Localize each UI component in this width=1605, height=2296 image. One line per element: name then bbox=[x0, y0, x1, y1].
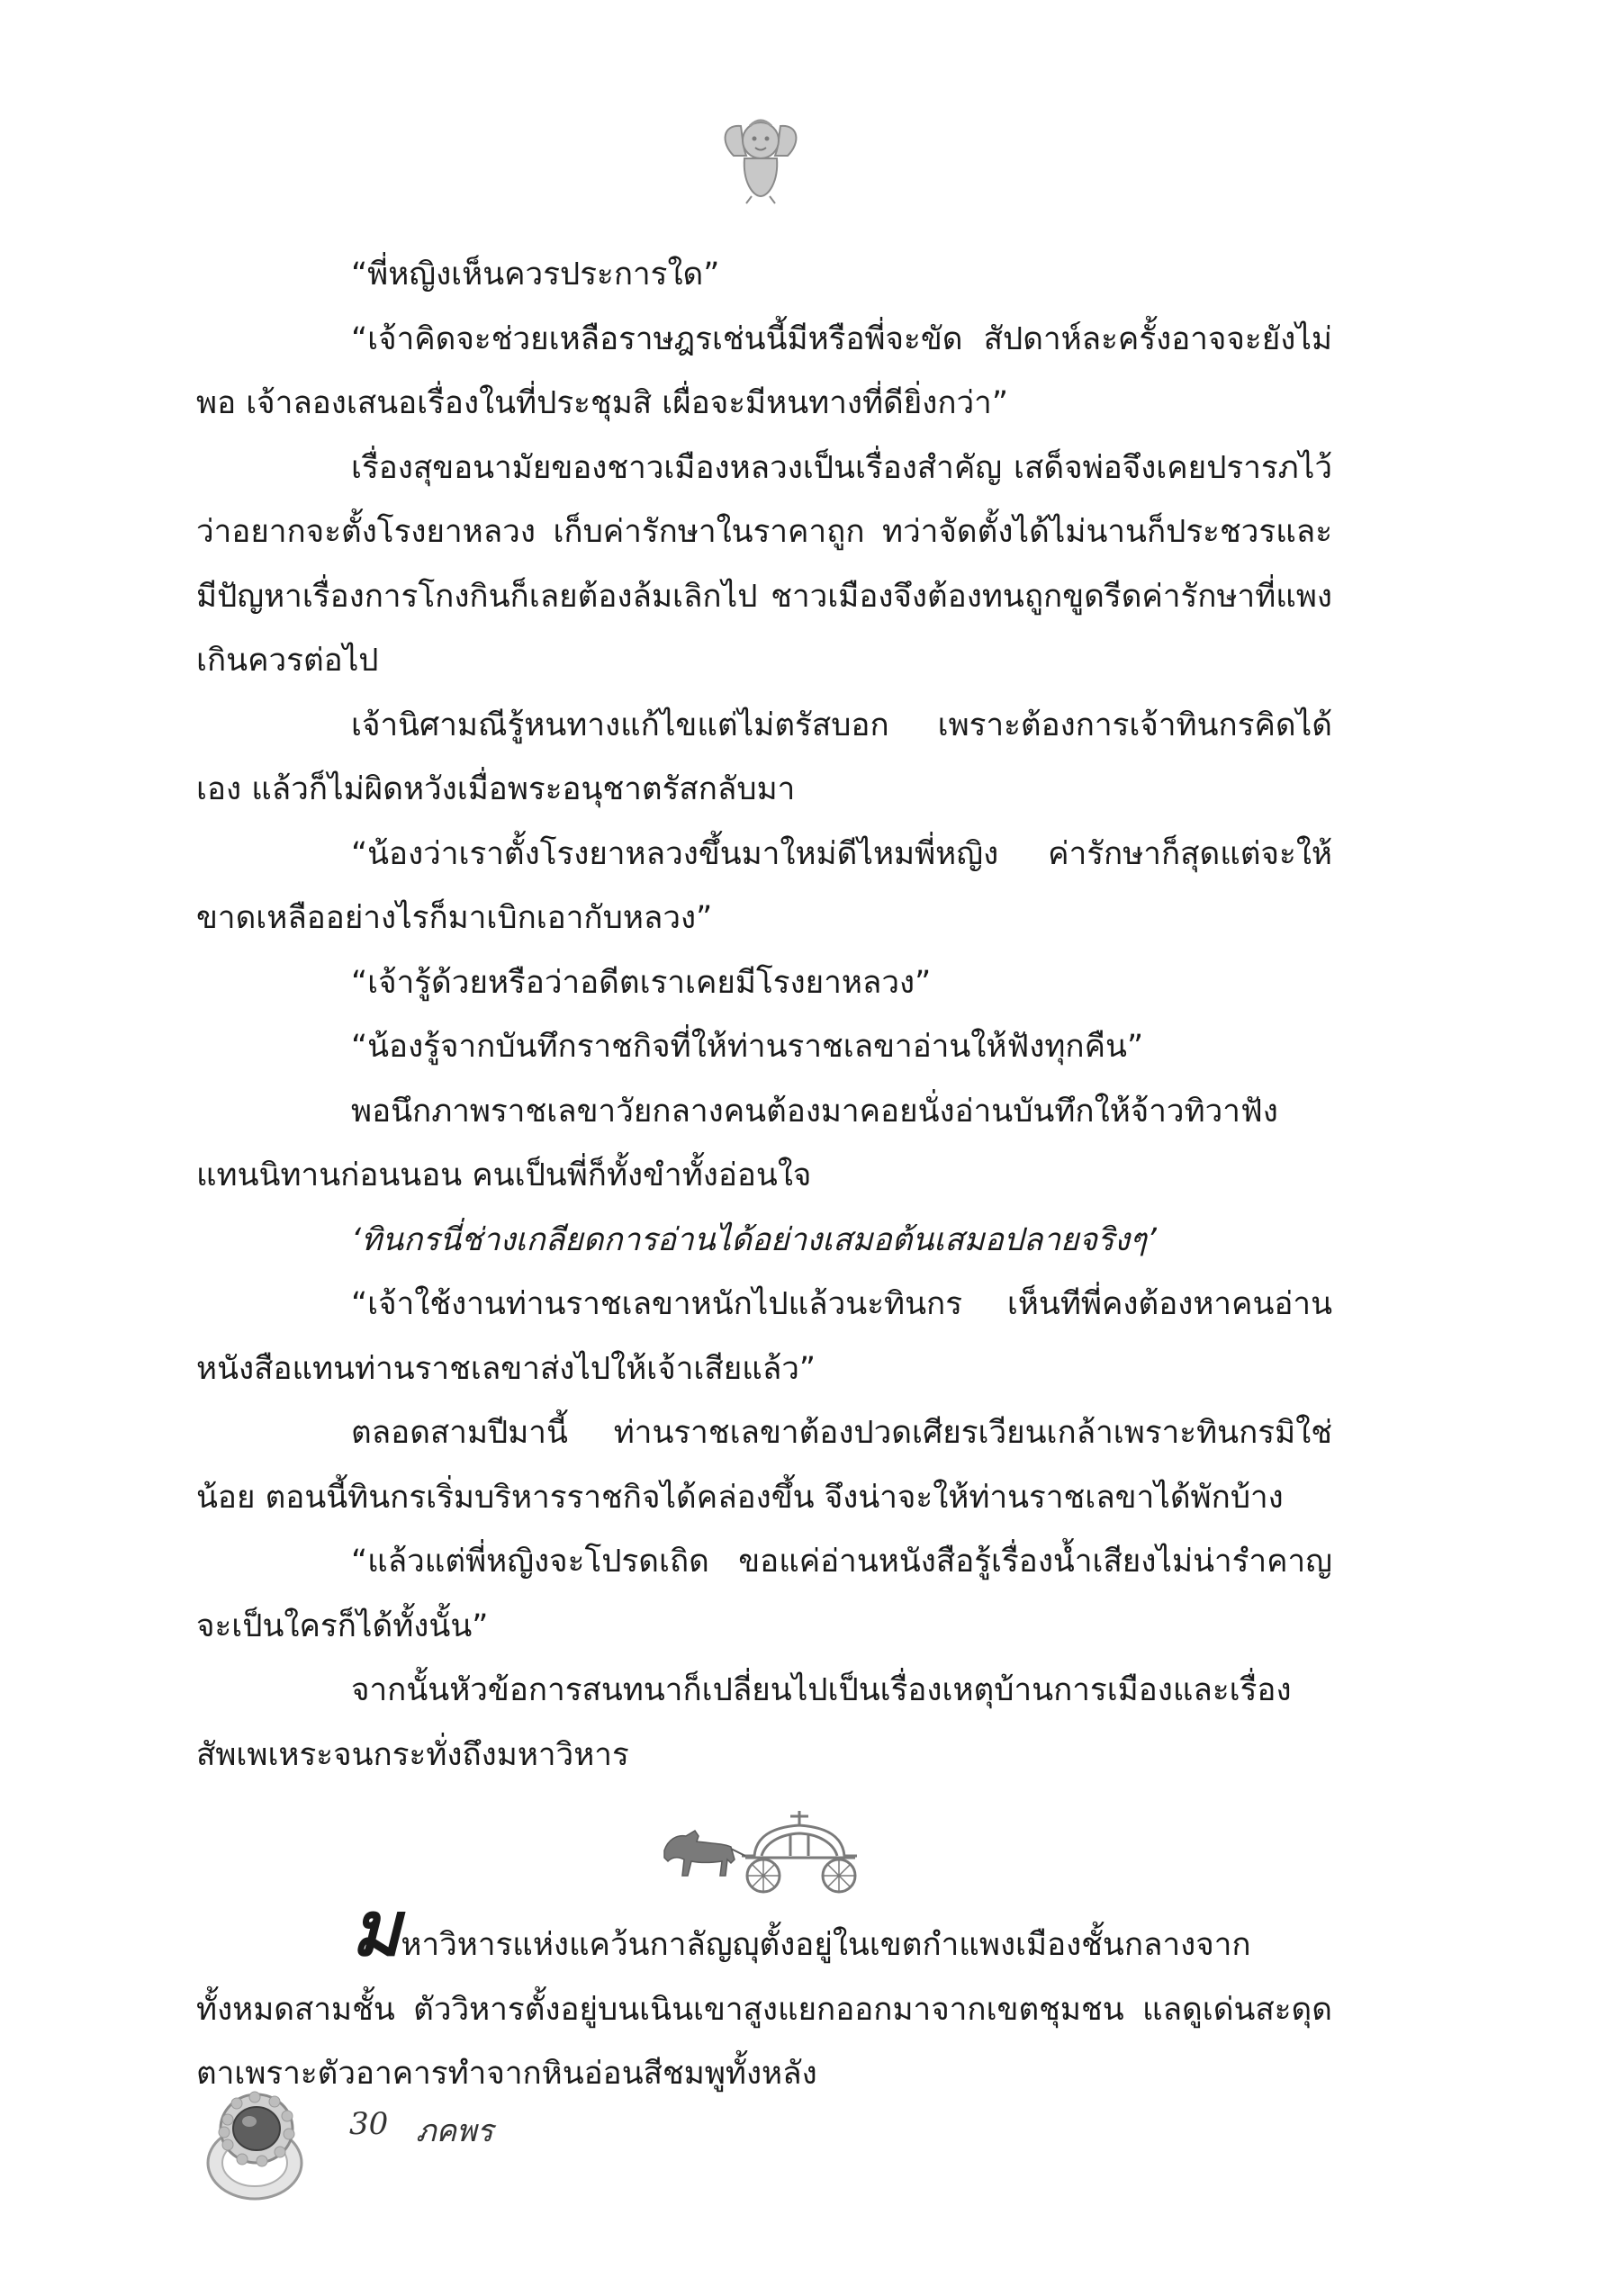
paragraph: “แล้วแต่พี่หญิงจะโปรดเถิด ขอแค่อ่านหนังสือรู้เรื่องน้ำเสียงไม่น่ารำคาญจะเป็นใครก็ได้ทั้งนั้น” bbox=[196, 1544, 1332, 1644]
paragraph-list bbox=[196, 243, 1332, 1787]
paragraph: “เจ้าใช้งานท่านราชเลขาหนักไปแล้วนะทินกร เห็นทีพี่คงต้องหาคนอ่านหนังสือแทนท่านราชเลขาส่งไปให้เจ้าเสียแล้ว” bbox=[196, 1286, 1332, 1387]
paragraph: “น้องรู้จากบันทึกราชกิจที่ให้ท่านราชเลขาอ่านให้ฟังทุกคืน” bbox=[351, 1029, 1144, 1065]
paragraph: “พี่หญิงเห็นควรประการใด” bbox=[351, 257, 720, 293]
paragraph: จากนั้นหัวข้อการสนทนาก็เปลี่ยนไปเป็นเรื่องเหตุบ้านการเมืองและเรื่องสัพเพเหระจนกระทั่งถึงมหาวิหาร bbox=[196, 1672, 1292, 1773]
paragraph: เรื่องสุขอนามัยของชาวเมืองหลวงเป็นเรื่องสำคัญ เสด็จพ่อจึงเคยปรารภไว้ว่าอยากจะตั้งโรงยาหลวง เก็บค่ารักษาในราคาถูก ทว่าจัดตั้งได้ไม่นานก็ประชวรและมีปัญหาเรื่องการโกงกินก็เลยต้องล้มเลิกไป ชาวเมืองจึงต้องทนถูกขูดรีดค่ารักษาที่แพงเกินควรต่อไป bbox=[196, 449, 1332, 679]
body-text bbox=[196, 243, 1332, 2107]
book-title: ภคพร bbox=[416, 2113, 493, 2149]
drop-cap: ม bbox=[351, 1884, 401, 1973]
page-number: 30 bbox=[349, 2106, 389, 2142]
paragraph: ตลอดสามปีมานี้ ท่านราชเลขาต้องปวดเศียรเวียนเกล้าเพราะทินกรมิใช่น้อย ตอนนี้ทินกรเริ่มบริหารราชกิจได้คล่องขึ้น จึงน่าจะให้ท่านราชเลขาได้พักบ้าง bbox=[196, 1415, 1332, 1516]
paragraph: พอนึกภาพราชเลขาวัยกลางคนต้องมาคอยนั่งอ่านบันทึกให้จ้าวทิวาฟังแทนนิทานก่อนนอน คนเป็นพี่ก็ทั้งขำทั้งอ่อนใจ bbox=[196, 1093, 1278, 1193]
paragraph: “เจ้ารู้ด้วยหรือว่าอดีตเราเคยมีโรงยาหลวง” bbox=[351, 964, 932, 1001]
ring-icon bbox=[194, 2084, 320, 2205]
horse-carriage-icon bbox=[655, 1804, 880, 1903]
section-opening-paragraph bbox=[196, 1884, 1332, 2107]
paragraph: “น้องว่าเราตั้งโรงยาหลวงขึ้นมาใหม่ดีไหมพี่หญิง ค่ารักษาก็สุดแต่จะให้ ขาดเหลืออย่างไรก็มาเบิกเอากับหลวง” bbox=[196, 835, 1332, 936]
paragraph: เจ้านิศามณีรู้หนทางแก้ไขแต่ไม่ตรัสบอก เพราะต้องการเจ้าทินกรคิดได้เอง แล้วก็ไม่ผิดหวังเมื่อพระอนุชาตรัสกลับมา bbox=[196, 707, 1332, 807]
paragraph: “เจ้าคิดจะช่วยเหลือราษฎรเช่นนี้มีหรือพี่จะขัด สัปดาห์ละครั้งอาจจะยังไม่พอ เจ้าลองเสนอเรื่องในที่ประชุมสิ เผื่อจะมีหนทางที่ดียิ่งกว่า” bbox=[196, 320, 1332, 421]
paragraph: ‘ทินกรนี่ช่างเกลียดการอ่านได้อย่างเสมอต้นเสมอปลายจริงๆ’ bbox=[351, 1221, 1157, 1258]
cherub-ornament-icon bbox=[716, 106, 806, 205]
section-opening-text: หาวิหารแห่งแคว้นกาลัญญุตั้งอยู่ในเขตกำแพงเมืองชั้นกลางจากทั้งหมดสามชั้น ตัววิหารตั้งอยู่บนเนินเขาสูงแยกออกมาจากเขตชุมชน แลดูเด่นสะดุดตาเพราะตัวอาคารทำจากหินอ่อนสีชมพูทั้งหลัง bbox=[196, 1927, 1332, 2092]
